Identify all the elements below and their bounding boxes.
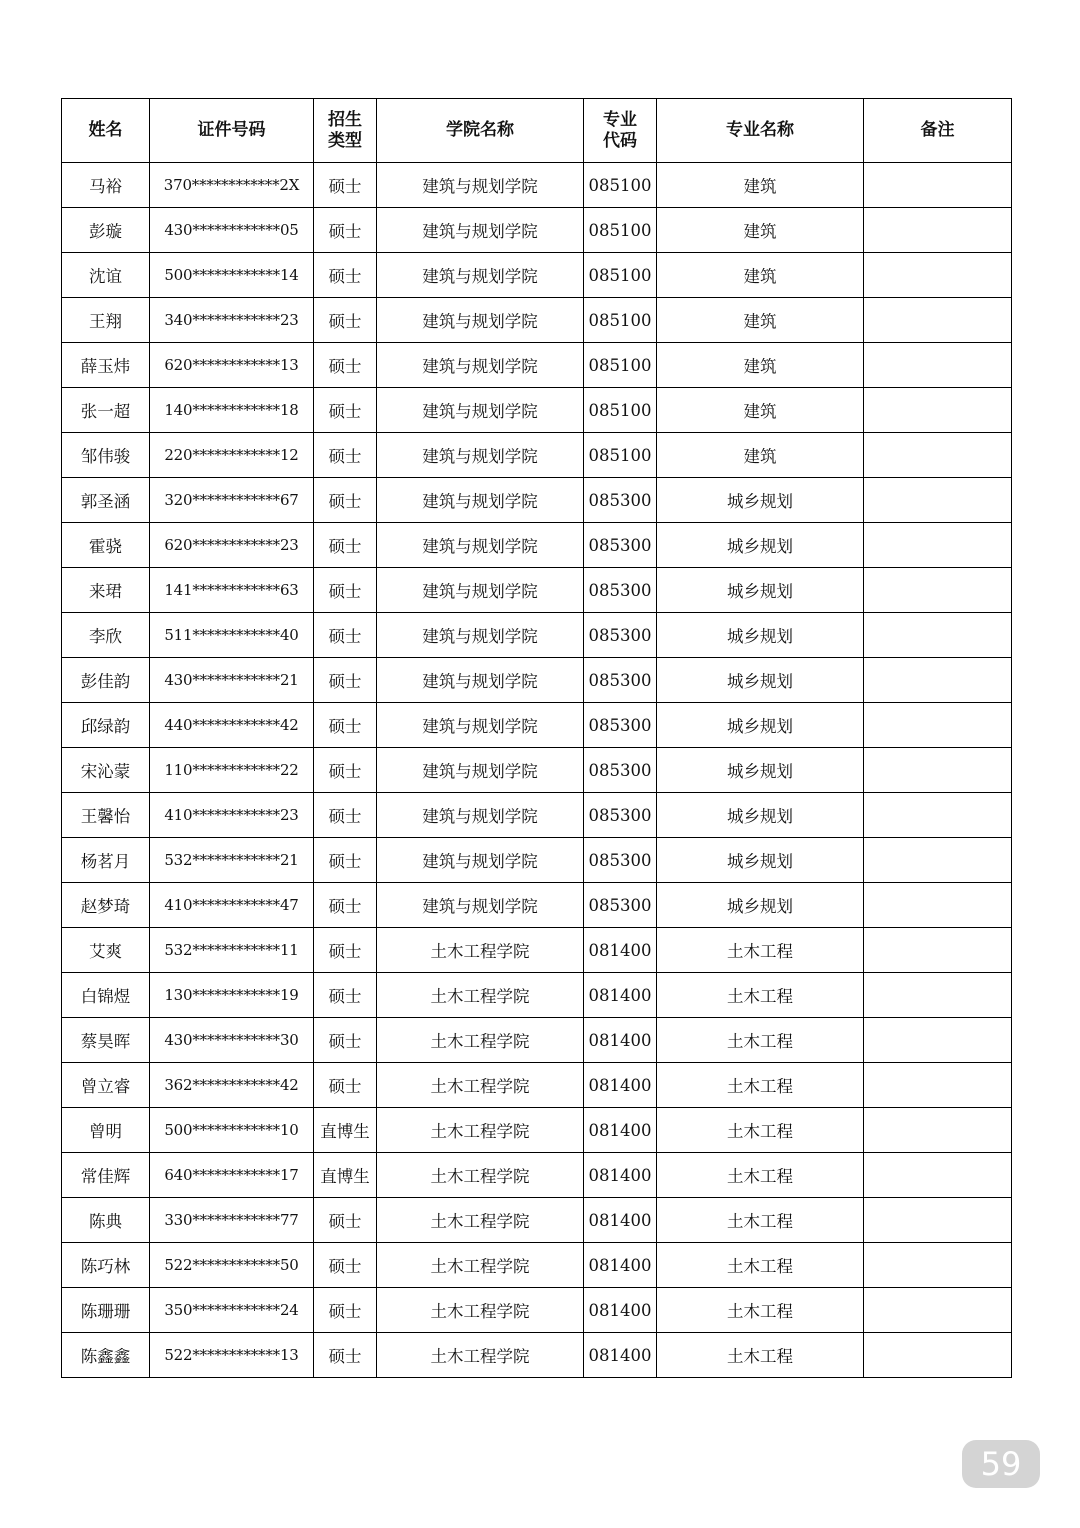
cell-id: 620************13 [150,343,314,388]
cell-remark [864,523,1012,568]
cell-remark [864,1063,1012,1108]
cell-remark [864,163,1012,208]
cell-remark [864,928,1012,973]
cell-remark [864,253,1012,298]
cell-id: 532************11 [150,928,314,973]
cell-name: 曾立睿 [62,1063,150,1108]
cell-remark [864,1243,1012,1288]
cell-college: 土木工程学院 [377,1198,584,1243]
cell-remark [864,1018,1012,1063]
cell-id: 410************47 [150,883,314,928]
table-row [62,1198,1012,1243]
cell-remark [864,658,1012,703]
cell-code: 085300 [584,613,657,658]
cell-type: 硕士 [314,658,377,703]
cell-name: 沈谊 [62,253,150,298]
header-type [314,99,377,163]
cell-id: 511************40 [150,613,314,658]
cell-name: 彭佳韵 [62,658,150,703]
cell-type: 硕士 [314,838,377,883]
cell-college: 建筑与规划学院 [377,433,584,478]
table-row [62,1243,1012,1288]
cell-type: 硕士 [314,793,377,838]
cell-type: 硕士 [314,973,377,1018]
cell-name: 来珺 [62,568,150,613]
cell-code: 085100 [584,253,657,298]
cell-remark [864,1153,1012,1198]
table-row [62,1108,1012,1153]
header-code-line1: 专业 [603,109,637,130]
cell-code: 081400 [584,1018,657,1063]
table-row [62,973,1012,1018]
cell-type: 硕士 [314,613,377,658]
cell-type: 硕士 [314,748,377,793]
cell-remark [864,1198,1012,1243]
cell-major: 城乡规划 [657,838,864,883]
cell-name: 常佳辉 [62,1153,150,1198]
cell-code: 085100 [584,163,657,208]
cell-code: 085300 [584,658,657,703]
cell-college: 建筑与规划学院 [377,478,584,523]
cell-id: 110************22 [150,748,314,793]
cell-major: 城乡规划 [657,748,864,793]
table-row [62,523,1012,568]
table-row [62,568,1012,613]
cell-major: 城乡规划 [657,883,864,928]
cell-code: 081400 [584,1063,657,1108]
cell-major: 建筑 [657,253,864,298]
cell-major: 城乡规划 [657,613,864,658]
cell-name: 张一超 [62,388,150,433]
cell-type: 硕士 [314,298,377,343]
cell-college: 建筑与规划学院 [377,703,584,748]
header-id: 证件号码 [150,99,314,163]
cell-college: 建筑与规划学院 [377,838,584,883]
page-number-badge: 59 [962,1440,1040,1488]
table-row [62,928,1012,973]
cell-college: 土木工程学院 [377,1108,584,1153]
cell-code: 085300 [584,883,657,928]
cell-name: 邹伟骏 [62,433,150,478]
cell-type: 硕士 [314,163,377,208]
cell-code: 081400 [584,973,657,1018]
header-remark: 备注 [864,99,1012,163]
cell-code: 085100 [584,298,657,343]
cell-major: 建筑 [657,433,864,478]
cell-remark [864,208,1012,253]
cell-college: 土木工程学院 [377,1243,584,1288]
cell-remark [864,883,1012,928]
cell-type: 硕士 [314,208,377,253]
cell-type: 硕士 [314,928,377,973]
table-header [62,99,1012,163]
cell-id: 532************21 [150,838,314,883]
cell-type: 硕士 [314,523,377,568]
cell-major: 城乡规划 [657,568,864,613]
cell-code: 085300 [584,748,657,793]
header-code-line2: 代码 [603,130,637,151]
cell-id: 522************50 [150,1243,314,1288]
cell-name: 陈典 [62,1198,150,1243]
cell-type: 硕士 [314,1288,377,1333]
cell-type: 硕士 [314,478,377,523]
cell-major: 土木工程 [657,1333,864,1378]
table-row [62,658,1012,703]
cell-major: 土木工程 [657,973,864,1018]
cell-major: 建筑 [657,163,864,208]
table-row [62,793,1012,838]
cell-college: 建筑与规划学院 [377,793,584,838]
header-type-line2: 类型 [328,130,362,151]
cell-major: 土木工程 [657,1243,864,1288]
cell-name: 薛玉炜 [62,343,150,388]
cell-type: 硕士 [314,253,377,298]
cell-code: 085300 [584,523,657,568]
cell-college: 土木工程学院 [377,973,584,1018]
cell-id: 500************10 [150,1108,314,1153]
cell-major: 土木工程 [657,928,864,973]
table-row [62,883,1012,928]
cell-college: 建筑与规划学院 [377,298,584,343]
cell-college: 建筑与规划学院 [377,163,584,208]
admission-list-table [61,98,1012,1378]
cell-code: 085300 [584,838,657,883]
cell-name: 郭圣涵 [62,478,150,523]
cell-name: 赵梦琦 [62,883,150,928]
cell-id: 430************30 [150,1018,314,1063]
cell-id: 141************63 [150,568,314,613]
cell-code: 081400 [584,1333,657,1378]
cell-major: 建筑 [657,343,864,388]
cell-type: 硕士 [314,343,377,388]
cell-remark [864,568,1012,613]
header-major: 专业名称 [657,99,864,163]
cell-code: 081400 [584,928,657,973]
table-row [62,1333,1012,1378]
cell-type: 直博生 [314,1153,377,1198]
cell-college: 土木工程学院 [377,1153,584,1198]
cell-college: 建筑与规划学院 [377,613,584,658]
cell-name: 马裕 [62,163,150,208]
table-row [62,478,1012,523]
cell-code: 085300 [584,478,657,523]
cell-college: 土木工程学院 [377,1018,584,1063]
cell-name: 杨茗月 [62,838,150,883]
cell-id: 320************67 [150,478,314,523]
cell-name: 曾明 [62,1108,150,1153]
cell-id: 640************17 [150,1153,314,1198]
cell-type: 硕士 [314,883,377,928]
cell-code: 081400 [584,1243,657,1288]
cell-major: 城乡规划 [657,478,864,523]
table-row [62,163,1012,208]
cell-code: 085100 [584,433,657,478]
cell-major: 建筑 [657,388,864,433]
cell-remark [864,838,1012,883]
cell-id: 430************05 [150,208,314,253]
header-type-line1: 招生 [328,109,362,130]
cell-code: 081400 [584,1153,657,1198]
cell-name: 蔡昊晖 [62,1018,150,1063]
table-row [62,298,1012,343]
cell-id: 362************42 [150,1063,314,1108]
cell-remark [864,1333,1012,1378]
cell-remark [864,973,1012,1018]
cell-major: 土木工程 [657,1063,864,1108]
cell-type: 硕士 [314,1243,377,1288]
header-code [584,99,657,163]
cell-name: 白锦煜 [62,973,150,1018]
cell-id: 350************24 [150,1288,314,1333]
cell-remark [864,793,1012,838]
cell-college: 建筑与规划学院 [377,523,584,568]
cell-remark [864,613,1012,658]
cell-name: 彭璇 [62,208,150,253]
cell-id: 140************18 [150,388,314,433]
cell-id: 410************23 [150,793,314,838]
cell-remark [864,388,1012,433]
table-row [62,838,1012,883]
cell-college: 土木工程学院 [377,1288,584,1333]
cell-college: 建筑与规划学院 [377,568,584,613]
cell-remark [864,343,1012,388]
table-row [62,1288,1012,1333]
cell-code: 081400 [584,1108,657,1153]
table-row [62,343,1012,388]
table-body [62,163,1012,1378]
cell-name: 王翔 [62,298,150,343]
cell-name: 陈珊珊 [62,1288,150,1333]
cell-major: 土木工程 [657,1153,864,1198]
cell-major: 城乡规划 [657,703,864,748]
cell-name: 陈巧林 [62,1243,150,1288]
cell-id: 130************19 [150,973,314,1018]
cell-major: 建筑 [657,208,864,253]
cell-id: 340************23 [150,298,314,343]
cell-remark [864,1288,1012,1333]
cell-college: 建筑与规划学院 [377,658,584,703]
cell-college: 建筑与规划学院 [377,748,584,793]
cell-id: 620************23 [150,523,314,568]
cell-id: 440************42 [150,703,314,748]
cell-name: 艾爽 [62,928,150,973]
cell-major: 建筑 [657,298,864,343]
cell-code: 085300 [584,703,657,748]
cell-remark [864,433,1012,478]
table-row [62,703,1012,748]
cell-id: 370************2X [150,163,314,208]
cell-id: 500************14 [150,253,314,298]
table-row [62,208,1012,253]
cell-name: 霍骁 [62,523,150,568]
table-row [62,1063,1012,1108]
cell-id: 220************12 [150,433,314,478]
cell-code: 085100 [584,208,657,253]
cell-remark [864,298,1012,343]
cell-type: 硕士 [314,388,377,433]
cell-college: 土木工程学院 [377,1333,584,1378]
cell-code: 085100 [584,388,657,433]
cell-name: 李欣 [62,613,150,658]
cell-college: 建筑与规划学院 [377,208,584,253]
cell-remark [864,748,1012,793]
cell-code: 085100 [584,343,657,388]
header-row [62,99,1012,163]
cell-type: 直博生 [314,1108,377,1153]
table-row [62,1153,1012,1198]
cell-college: 建筑与规划学院 [377,388,584,433]
cell-remark [864,1108,1012,1153]
table-row [62,613,1012,658]
cell-name: 宋沁蒙 [62,748,150,793]
cell-remark [864,478,1012,523]
cell-college: 土木工程学院 [377,928,584,973]
cell-id: 330************77 [150,1198,314,1243]
cell-major: 城乡规划 [657,523,864,568]
cell-code: 085300 [584,568,657,613]
header-name: 姓名 [62,99,150,163]
cell-college: 土木工程学院 [377,1063,584,1108]
cell-type: 硕士 [314,1333,377,1378]
cell-major: 土木工程 [657,1108,864,1153]
cell-major: 城乡规划 [657,793,864,838]
cell-name: 陈鑫鑫 [62,1333,150,1378]
table-row [62,1018,1012,1063]
cell-major: 城乡规划 [657,658,864,703]
cell-major: 土木工程 [657,1018,864,1063]
cell-id: 522************13 [150,1333,314,1378]
cell-college: 建筑与规划学院 [377,343,584,388]
cell-major: 土木工程 [657,1288,864,1333]
cell-id: 430************21 [150,658,314,703]
cell-remark [864,703,1012,748]
table-row [62,433,1012,478]
cell-code: 081400 [584,1198,657,1243]
cell-type: 硕士 [314,568,377,613]
header-college: 学院名称 [377,99,584,163]
cell-type: 硕士 [314,1018,377,1063]
cell-type: 硕士 [314,1063,377,1108]
cell-type: 硕士 [314,703,377,748]
cell-major: 土木工程 [657,1198,864,1243]
cell-name: 邱绿韵 [62,703,150,748]
cell-college: 建筑与规划学院 [377,253,584,298]
cell-code: 085300 [584,793,657,838]
table-row [62,748,1012,793]
cell-college: 建筑与规划学院 [377,883,584,928]
table-row [62,388,1012,433]
cell-name: 王馨怡 [62,793,150,838]
cell-code: 081400 [584,1288,657,1333]
table-row [62,253,1012,298]
cell-type: 硕士 [314,1198,377,1243]
cell-type: 硕士 [314,433,377,478]
